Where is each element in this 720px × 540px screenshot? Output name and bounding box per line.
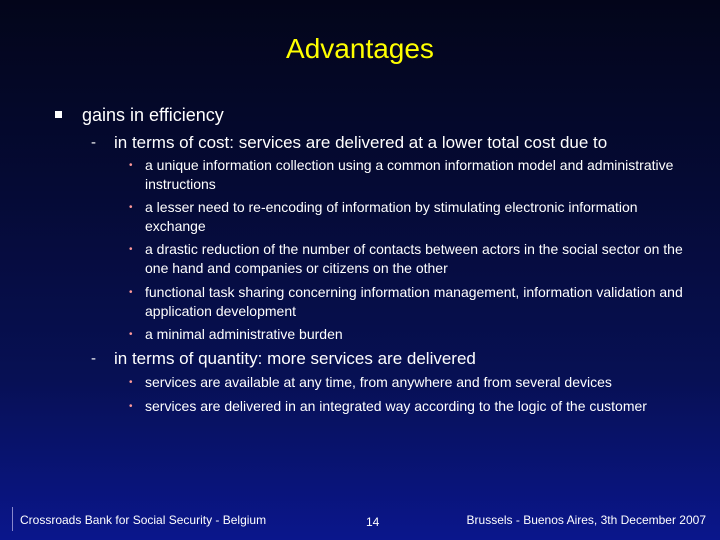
list-item: a drastic reduction of the number of contacts between actors in the social sector on the one hand and companies or citizens on the other <box>145 241 683 276</box>
dot-bullet-icon: • <box>129 377 133 388</box>
footer-divider <box>12 507 13 531</box>
list-item: services are available at any time, from anywhere and from several devices <box>145 374 612 390</box>
list-item: a lesser need to re-encoding of information by stimulating electronic information exchange <box>145 199 638 234</box>
dash-bullet-icon: - <box>91 134 96 151</box>
list-item: services are delivered in an integrated way according to the logic of the customer <box>145 398 647 414</box>
level1-square-bullet-icon <box>55 111 62 118</box>
dot-bullet-icon: • <box>129 287 133 298</box>
dash-bullet-icon: - <box>91 350 96 367</box>
section-heading-quantity: in terms of quantity: more services are delivered <box>114 349 476 368</box>
list-item: functional task sharing concerning information management, information validation and application development <box>145 284 683 319</box>
dot-bullet-icon: • <box>129 244 133 255</box>
page-number: 14 <box>366 515 380 529</box>
footer-organization: Crossroads Bank for Social Security - Belgium <box>20 513 267 527</box>
level1-bullet-text: gains in efficiency <box>82 105 224 125</box>
list-item: a unique information collection using a common information model and administrative instructions <box>145 157 674 192</box>
list-item: a minimal administrative burden <box>145 326 343 342</box>
footer-event: Brussels - Buenos Aires, 3th December 2007 <box>466 513 706 527</box>
slide-title: Advantages <box>286 33 434 64</box>
dot-bullet-icon: • <box>129 401 133 412</box>
dot-bullet-icon: • <box>129 160 133 171</box>
dot-bullet-icon: • <box>129 329 133 340</box>
dot-bullet-icon: • <box>129 202 133 213</box>
section-heading-cost: in terms of cost: services are delivered at a lower total cost due to <box>114 133 608 152</box>
